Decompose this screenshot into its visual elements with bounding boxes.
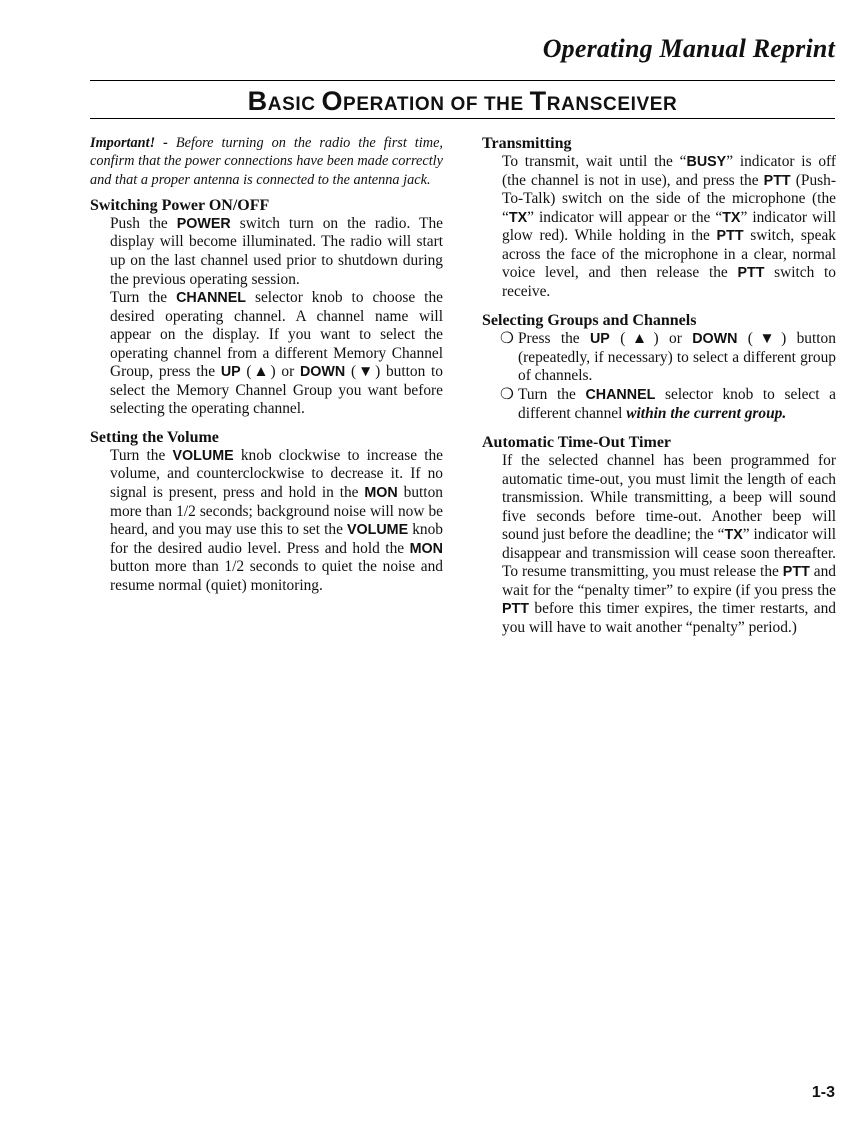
transmitting-paragraph: To transmit, wait until the “BUSY” indicator is off (the channel is not in use), and press the PTT (Push-To-Talk) switch on the side of the microphone (the “TX” indicator will appear or the “TX” indicator will glow red). While holding in the PTT switch, speak across the face of the microphone in a clear, normal voice level, and then release the PTT switch to receive. [502,153,837,300]
power-paragraph-2: Turn the CHANNEL selector knob to choose the desired operating channel. A channel name will appear on the display. If you want to select the operating channel from a different Memory Channel Group, press the UP (▲) or DOWN (▼) button to select the Memory Channel Group you want before selecting the operating channel. [110,289,443,418]
right-column [482,134,836,638]
important-note: Important! - Before turning on the radio the first time, confirm that the power connections have been made correctly and that a proper antenna is connected to the antenna jack. [90,135,443,188]
volume-heading: Setting the Volume [90,428,219,446]
list-item: ❍ Turn the CHANNEL selector knob to select a different channel within the current group. [500,386,836,422]
bullet-circle-icon: ❍ [500,386,514,404]
power-paragraph-1: Push the POWER switch turn on the radio. The display will become illuminated. The radio will start up on the last channel used prior to shutdown during the previous operating session. [110,214,443,288]
left-column [90,134,443,595]
power-heading: Switching Power ON/OFF [90,196,270,214]
page-number: 1-3 [811,1084,835,1101]
bullet-circle-icon: ❍ [500,330,514,348]
timeout-paragraph: If the selected channel has been programmed for automatic time-out, you must limit the length of each transmission. While transmitting, a beep will sound five seconds before time-out. Another beep will sound just before the deadline; the “TX” indicator will disappear and transmission will cease soon thereafter. To resume transmitting, you must release the PTT and wait for the “penalty timer” to expire (if you press the PTT before this timer expires, the timer restarts, and you will have to wait another “penalty” period.) [502,452,836,637]
page-header-title: Operating Manual Reprint [542,34,835,63]
volume-paragraph: Turn the VOLUME knob clockwise to increase the volume, and counterclockwise to decrease it. If no signal is present, press and hold in the MON button more than 1/2 seconds; background noise will now be heard, and you may use this to set the VOLUME knob for the desired audio level. Press and hold the MON button more than 1/2 seconds to quiet the noise and resume normal (quiet) monitoring. [110,446,443,594]
top-rule [90,80,835,81]
transmitting-heading: Transmitting [482,135,572,152]
section-title: BASIC OPERATION OF THE TRANSCEIVER [247,86,678,116]
groups-heading: Selecting Groups and Channels [482,312,697,330]
bottom-rule [90,118,835,119]
list-item: ❍ Press the UP (▲) or DOWN (▼) button (repeatedly, if necessary) to select a different group of channels. [500,330,836,385]
timeout-heading: Automatic Time-Out Timer [482,434,672,452]
